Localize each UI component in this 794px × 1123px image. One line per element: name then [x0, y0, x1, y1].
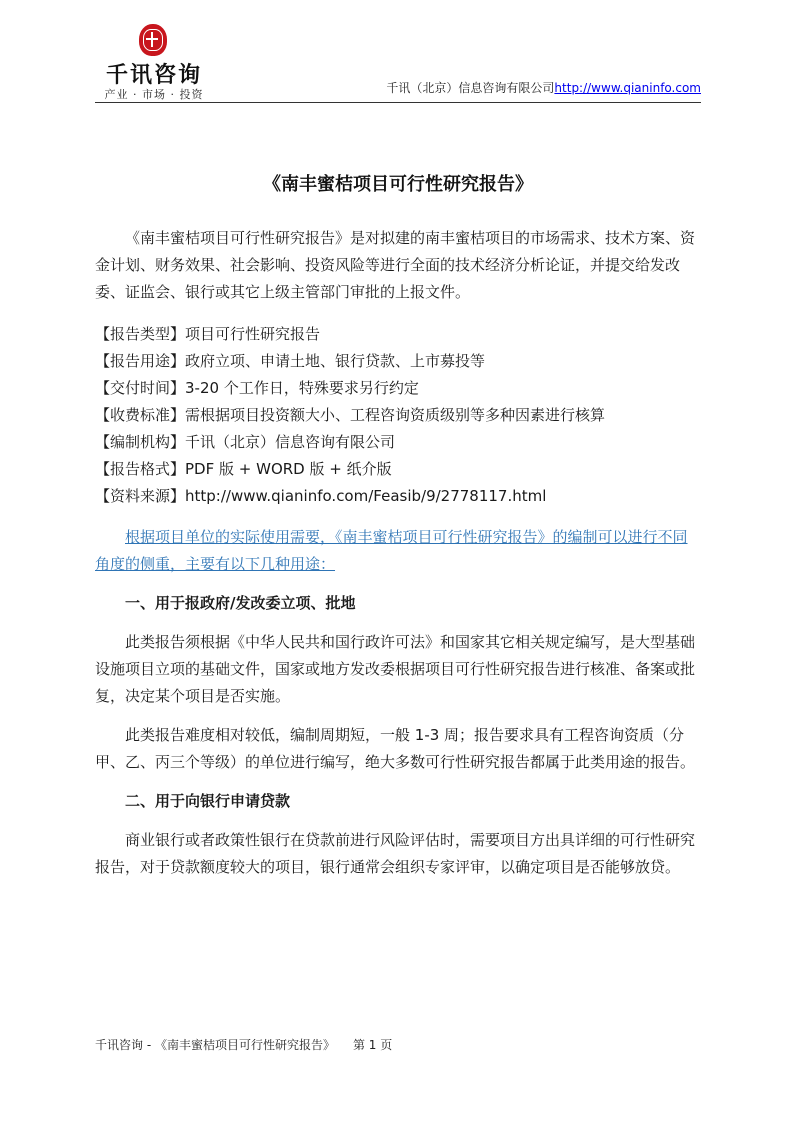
- section2-paragraph-1: 商业银行或者政策性银行在贷款前进行风险评估时，需要项目方出具详细的可行性研究报告，对于贷款额度较大的项目，银行通常会组织专家评审，以确定项目是否能够放贷。: [95, 831, 696, 876]
- usage-intro-link[interactable]: 根据项目单位的实际使用需要，《南丰蜜桔项目可行性研究报告》的编制可以进行不同角度的侧重，主要有以下几种用途：: [95, 528, 688, 573]
- section-heading-2: 二、用于向银行申请贷款: [125, 792, 291, 810]
- footer-text: 千讯咨询 - 《南丰蜜桔项目可行性研究报告》: [95, 1038, 335, 1052]
- page-header: [95, 20, 701, 103]
- company-url-link[interactable]: http://www.qianinfo.com: [554, 81, 701, 95]
- meta-row-fee: 【收费标准】需根据项目投资额大小、工程咨询资质级别等多种因素进行核算: [95, 406, 606, 424]
- meta-row-type: 【报告类型】项目可行性研究报告: [95, 325, 321, 343]
- meta-row-format: 【报告格式】PDF 版 + WORD 版 + 纸介版: [95, 460, 392, 478]
- source-url[interactable]: http://www.qianinfo.com/Feasib/9/2778117.html: [185, 487, 547, 505]
- page-footer: [95, 1036, 392, 1053]
- logo: [95, 20, 215, 102]
- document-title: 《南丰蜜桔项目可行性研究报告》: [263, 174, 533, 195]
- meta-row-author: 【编制机构】千讯（北京）信息咨询有限公司: [95, 433, 396, 451]
- logo-name: 千讯咨询: [105, 63, 202, 88]
- intro-paragraph: 《南丰蜜桔项目可行性研究报告》是对拟建的南丰蜜桔项目的市场需求、技术方案、资金计划、财务效果、社会影响、投资风险等进行全面的技术经济分析论证，并提交给发改委、证监会、银行或其它上级主管部门审批的上报文件。: [95, 229, 696, 301]
- seal-icon: [139, 24, 167, 56]
- logo-tagline: 产业 · 市场 · 投资: [104, 88, 204, 101]
- company-name: 千讯（北京）信息咨询有限公司: [386, 81, 555, 95]
- section1-paragraph-2: 此类报告难度相对较低，编制周期短，一般 1-3 周；报告要求具有工程咨询资质（分甲、乙、丙三个等级）的单位进行编写，绝大多数可行性研究报告都属于此类用途的报告。: [95, 726, 696, 771]
- section-heading-1: 一、用于报政府/发改委立项、批地: [125, 594, 356, 612]
- header-company: [386, 79, 701, 96]
- meta-row-source: 【资料来源】http://www.qianinfo.com/Feasib/9/2778117.html: [95, 487, 547, 505]
- document-body: [95, 225, 701, 881]
- section1-paragraph-1: 此类报告须根据《中华人民共和国行政许可法》和国家其它相关规定编写，是大型基础设施项目立项的基础文件，国家或地方发改委根据项目可行性研究报告进行核准、备案或批复，决定某个项目是否实施。: [95, 633, 696, 705]
- meta-row-usage: 【报告用途】政府立项、申请土地、银行贷款、上市募投等: [95, 352, 486, 370]
- meta-row-delivery: 【交付时间】3-20 个工作日，特殊要求另行约定: [95, 379, 419, 397]
- report-meta: [95, 321, 701, 510]
- page-number: 第 1 页: [352, 1038, 393, 1052]
